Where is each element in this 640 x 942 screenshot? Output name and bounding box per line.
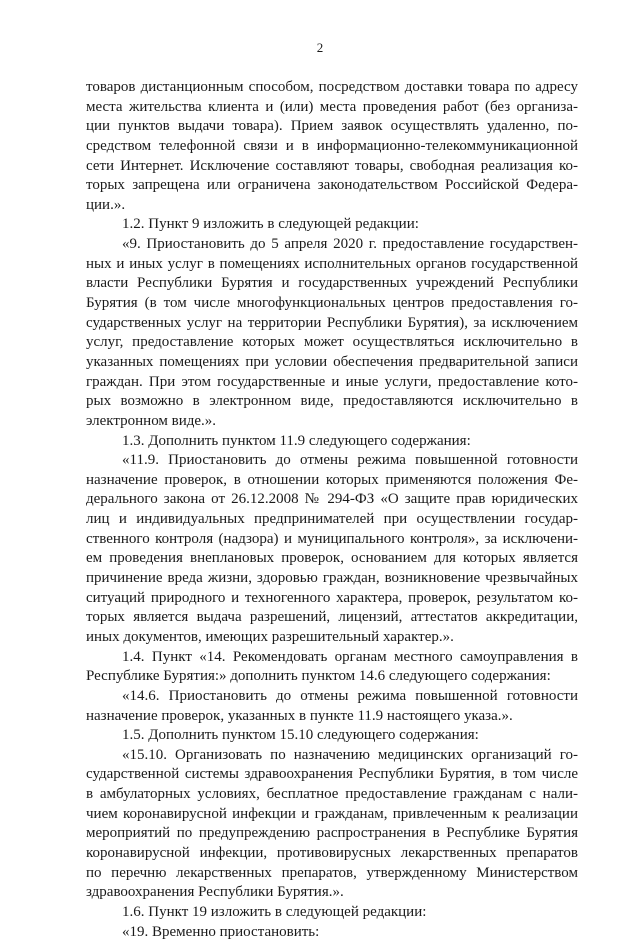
text-line: 1.4. Пункт «14. Рекомендовать органам местного самоуправления в (122, 648, 578, 665)
text-line: дерального закона от 26.12.2008 № 294-ФЗ «О защите прав юридических (86, 491, 578, 508)
text-line: «14.6. Приостановить до отмены режима повышенной готовности (122, 687, 578, 704)
text-line: лиц и индивидуальных предпринимателей при осуществлении государ- (86, 511, 578, 528)
text-line: ции пунктов выдачи товара). Прием заявок осуществлять удаленно, по- (86, 118, 578, 135)
text-line: «19. Временно приостановить: (122, 923, 320, 940)
text-line: коронавирусной инфекции, противовирусных лекарственных препаратов (86, 844, 578, 861)
text-line: мероприятий по предупреждению распространения в Республике Бурятия (86, 825, 578, 842)
text-line: граждан. При этом государственные и иные услуги, предоставление кото- (86, 373, 578, 390)
text-line: 1.2. Пункт 9 изложить в следующей редакции: (122, 216, 419, 233)
text-line: сударственных услуг на территории Республики Бурятия), за исключением (86, 314, 578, 331)
document-body (86, 78, 578, 942)
text-line: ственного контроля (надзора) и муниципального контроля», за исключени- (86, 530, 578, 547)
text-line: 1.5. Дополнить пунктом 15.10 следующего содержания: (122, 727, 479, 744)
text-line: в амбулаторных условиях, бесплатное предоставление гражданам с нали- (86, 786, 578, 803)
text-line: «9. Приостановить до 5 апреля 2020 г. предоставление государствен- (122, 236, 578, 253)
text-line: ситуаций природного и техногенного характера, проверок, результатом ко- (86, 589, 578, 606)
text-line: ных и иных услуг в помещениях исполнительных органов государственной (86, 255, 578, 272)
text-line: торых запрещена или ограничена законодательством Российской Федера- (86, 177, 578, 194)
page-number: 2 (316, 40, 324, 55)
text-line: указанных помещениях при условии обеспечения предварительной записи (86, 353, 578, 370)
text-line: места жительства клиента и (или) места проведения работ (без организа- (86, 98, 578, 115)
text-line: назначение проверок, в отношении которых применяются положения Фе- (86, 471, 578, 488)
text-line: причинение вреда жизни, здоровью граждан, возникновение чрезвычайных (86, 570, 578, 587)
text-line: ем проведения внеплановых проверок, основанием для которых является (86, 550, 578, 567)
text-line: власти Республики Бурятия и государственных учреждений Республики (86, 275, 578, 292)
text-line: Бурятия (в том числе многофункциональных центров предоставления го- (86, 295, 578, 312)
text-line: 1.6. Пункт 19 изложить в следующей редакции: (122, 903, 427, 920)
text-line: 1.3. Дополнить пунктом 11.9 следующего содержания: (122, 432, 471, 449)
text-line: средством телефонной связи и в информационно-телекоммуникационной (86, 137, 578, 154)
text-line: чием коронавирусной инфекции и гражданам, привлеченным к реализации (86, 805, 578, 822)
text-line: по перечню лекарственных препаратов, утвержденному Министерством (86, 864, 578, 881)
text-line: сети Интернет. Исключение составляют товары, свободная реализация ко- (86, 157, 578, 174)
text-line: «11.9. Приостановить до отмены режима повышенной готовности (122, 452, 578, 469)
text-line: назначение проверок, указанных в пункте 11.9 настоящего указа.». (86, 707, 513, 724)
text-line: торых является выдача разрешений, лицензий, аттестатов аккредитации, (86, 609, 578, 626)
text-line: услуг, предоставление которых может осуществляться исключительно в (86, 334, 578, 351)
text-line: ции.». (86, 196, 126, 213)
text-line: рых возможно в электронном виде, предоставляются исключительно в (86, 393, 578, 410)
text-line: электронном виде.». (86, 412, 217, 429)
text-line: Республике Бурятия:» дополнить пунктом 14.6 следующего содержания: (86, 668, 551, 685)
text-line: товаров дистанционным способом, посредством доставки товара по адресу (86, 79, 578, 95)
text-line: сударственной системы здравоохранения Республики Бурятия, в том числе (86, 766, 578, 783)
text-line: иных документов, имеющих разрешительный характер.». (86, 628, 454, 645)
text-line: «15.10. Организовать по назначению медицинских организаций го- (122, 746, 578, 763)
text-line: здравоохранения Республики Бурятия.». (86, 884, 344, 901)
